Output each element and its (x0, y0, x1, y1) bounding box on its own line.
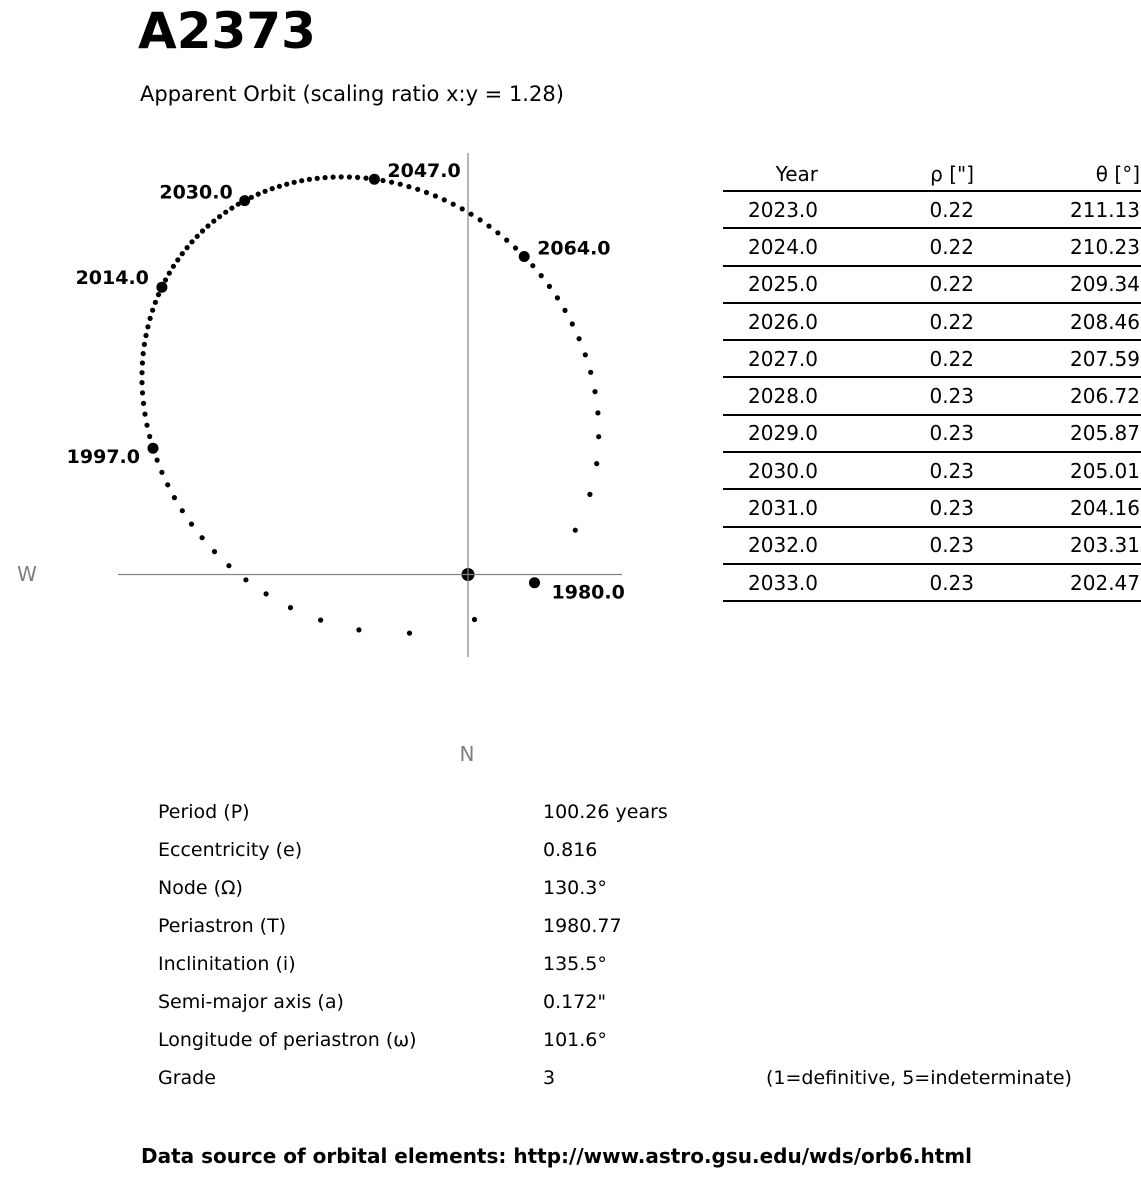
epoch-label: 1997.0 (66, 446, 140, 469)
orbit-year-dot (243, 577, 248, 582)
orbital-element-value: 0.816 (543, 839, 598, 861)
orbit-year-dot (539, 273, 544, 278)
orbit-year-dot (288, 605, 293, 610)
theta-cell: 208.46 (980, 303, 1141, 340)
orbit-year-dot (277, 184, 282, 189)
orbital-element-label: Semi-major axis (a) (158, 991, 344, 1013)
orbit-year-dot (223, 210, 228, 215)
orbit-year-dot (284, 182, 289, 187)
orbit-year-dot (141, 401, 146, 406)
orbit-year-dot (200, 228, 205, 233)
north-axis-label: N (459, 742, 475, 766)
table-row (723, 527, 1141, 564)
theta-cell: 205.01 (980, 452, 1141, 489)
orbit-year-dot (347, 174, 352, 179)
orbit-year-dot (180, 251, 185, 256)
orbit-year-dot (270, 186, 275, 191)
orbit-year-dot (577, 336, 582, 341)
year-cell: 2023.0 (723, 191, 826, 228)
orbit-year-dot (292, 180, 297, 185)
orbit-year-dot (143, 333, 148, 338)
orbital-element-row (0, 800, 1141, 824)
orbit-year-dot (355, 175, 360, 180)
orbital-element-row (0, 990, 1141, 1014)
orbit-year-dot (148, 316, 153, 321)
table-row (723, 489, 1141, 526)
year-cell: 2032.0 (723, 527, 826, 564)
rho-cell: 0.23 (826, 564, 980, 601)
orbit-year-dot (587, 492, 592, 497)
orbit-year-dot (205, 223, 210, 228)
table-row (723, 228, 1141, 265)
orbit-year-dot (180, 508, 185, 513)
orbit-year-dot (318, 618, 323, 623)
ephemeris-col-header: Year (723, 157, 826, 191)
orbit-year-dot (211, 219, 216, 224)
year-cell: 2028.0 (723, 377, 826, 414)
orbit-year-dot (596, 434, 601, 439)
rho-cell: 0.23 (826, 377, 980, 414)
orbital-element-label: Period (P) (158, 801, 250, 823)
orbit-year-dot (323, 175, 328, 180)
table-row (723, 303, 1141, 340)
theta-cell: 207.59 (980, 340, 1141, 377)
rho-cell: 0.23 (826, 489, 980, 526)
orbital-element-value: 0.172" (543, 991, 607, 1013)
epoch-label: 2030.0 (159, 181, 233, 204)
orbit-year-dot (155, 458, 160, 463)
year-cell: 2025.0 (723, 266, 826, 303)
orbit-year-dot (570, 321, 575, 326)
data-source-footer: Data source of orbital elements: http://www.astro.gsu.edu/wds/orb6.html (141, 1144, 972, 1168)
orbit-year-dot (139, 370, 144, 375)
orbital-element-label: Node (Ω) (158, 877, 243, 899)
epoch-dot (156, 282, 167, 293)
orbit-year-dot (171, 264, 176, 269)
orbit-year-dot (256, 192, 261, 197)
ephemeris-table-header-row (723, 157, 1141, 191)
table-row (723, 340, 1141, 377)
orbit-year-dot (142, 412, 147, 417)
orbital-element-label: Grade (158, 1067, 216, 1089)
page-title: A2373 (138, 2, 316, 60)
orbit-year-dot (163, 277, 168, 282)
orbit-year-dot (172, 495, 177, 500)
theta-cell: 210.23 (980, 228, 1141, 265)
rho-cell: 0.23 (826, 415, 980, 452)
orbit-year-dot (229, 206, 234, 211)
orbit-year-dot (185, 245, 190, 250)
orbit-year-dot (562, 308, 567, 313)
orbit-year-dot (530, 263, 535, 268)
orbit-year-dot (424, 190, 429, 195)
orbital-element-value: 1980.77 (543, 915, 622, 937)
epoch-dot (529, 577, 540, 588)
year-cell: 2033.0 (723, 564, 826, 601)
epoch-label: 2064.0 (537, 237, 611, 260)
orbital-element-row (0, 1066, 1141, 1090)
orbit-year-dot (156, 292, 161, 297)
ephemeris-table (723, 157, 1141, 602)
orbit-year-dot (175, 257, 180, 262)
orbit-year-dot (433, 193, 438, 198)
orbital-element-row (0, 1028, 1141, 1052)
orbit-year-dot (594, 461, 599, 466)
orbit-year-dot (460, 206, 465, 211)
orbital-element-label: Inclinitation (i) (158, 953, 296, 975)
orbit-year-dot (472, 617, 477, 622)
rho-cell: 0.22 (826, 266, 980, 303)
orbital-element-value: 101.6° (543, 1029, 607, 1051)
orbit-year-dot (217, 214, 222, 219)
epoch-dot (519, 251, 530, 262)
orbital-element-row (0, 876, 1141, 900)
orbit-year-dot (588, 370, 593, 375)
orbit-year-dot (478, 217, 483, 222)
orbit-year-dot (407, 631, 412, 636)
orbit-year-dot (307, 177, 312, 182)
table-row (723, 415, 1141, 452)
rho-cell: 0.22 (826, 340, 980, 377)
orbit-year-dot (486, 224, 491, 229)
theta-cell: 211.13 (980, 191, 1141, 228)
ephemeris-col-header: ρ ["] (826, 157, 980, 191)
epoch-label: 2047.0 (387, 160, 461, 183)
orbit-year-dot (140, 390, 145, 395)
rho-cell: 0.23 (826, 452, 980, 489)
epoch-dot (239, 195, 250, 206)
orbital-element-value: 130.3° (543, 877, 607, 899)
grade-scale-note: (1=definitive, 5=indeterminate) (766, 1067, 1072, 1089)
year-cell: 2027.0 (723, 340, 826, 377)
orbit-year-dot (442, 197, 447, 202)
epoch-label: 2014.0 (75, 267, 149, 290)
orbital-element-value: 135.5° (543, 953, 607, 975)
ephemeris-col-header: θ [°] (980, 157, 1141, 191)
orbit-year-dot (189, 522, 194, 527)
orbit-year-dot (140, 360, 145, 365)
orbit-year-dot (141, 351, 146, 356)
page-subtitle: Apparent Orbit (scaling ratio x:y = 1.28) (140, 82, 564, 106)
table-row (723, 564, 1141, 601)
theta-cell: 202.47 (980, 564, 1141, 601)
orbit-year-dot (145, 324, 150, 329)
orbit-year-dot (592, 389, 597, 394)
orbit-year-dot (331, 175, 336, 180)
table-row (723, 377, 1141, 414)
year-cell: 2029.0 (723, 415, 826, 452)
epoch-dot (369, 174, 380, 185)
orbit-year-dot (595, 410, 600, 415)
orbit-year-dot (573, 528, 578, 533)
year-cell: 2031.0 (723, 489, 826, 526)
orbit-year-dot (200, 535, 205, 540)
orbit-year-dot (469, 212, 474, 217)
orbital-element-value: 3 (543, 1067, 556, 1089)
table-row (723, 191, 1141, 228)
theta-cell: 203.31 (980, 527, 1141, 564)
epoch-label: 1980.0 (551, 581, 625, 604)
year-cell: 2024.0 (723, 228, 826, 265)
orbit-year-dot (142, 342, 147, 347)
theta-cell: 204.16 (980, 489, 1141, 526)
orbit-year-dot (555, 295, 560, 300)
orbit-year-dot (263, 189, 268, 194)
rho-cell: 0.23 (826, 527, 980, 564)
orbit-year-dot (189, 239, 194, 244)
orbit-year-dot (139, 380, 144, 385)
epoch-dot (148, 443, 159, 454)
orbit-year-dot (212, 549, 217, 554)
orbit-year-dot (315, 176, 320, 181)
orbit-year-dot (165, 482, 170, 487)
orbit-year-dot (195, 234, 200, 239)
orbit-year-dot (415, 187, 420, 192)
orbit-year-dot (264, 591, 269, 596)
table-row (723, 452, 1141, 489)
orbital-element-value: 100.26 years (543, 801, 668, 823)
orbit-year-dot (167, 271, 172, 276)
orbit-year-dot (495, 230, 500, 235)
orbital-element-row (0, 838, 1141, 862)
orbit-year-dot (150, 308, 155, 313)
orbit-year-dot (226, 563, 231, 568)
orbit-year-dot (299, 178, 304, 183)
table-row (723, 266, 1141, 303)
orbital-element-label: Periastron (T) (158, 915, 287, 937)
orbit-year-dot (398, 182, 403, 187)
year-cell: 2030.0 (723, 452, 826, 489)
rho-cell: 0.22 (826, 228, 980, 265)
rho-cell: 0.22 (826, 191, 980, 228)
orbit-year-dot (356, 627, 361, 632)
theta-cell: 205.87 (980, 415, 1141, 452)
year-cell: 2026.0 (723, 303, 826, 340)
orbit-year-dot (380, 178, 385, 183)
orbit-year-dot (583, 352, 588, 357)
orbit-year-dot (513, 245, 518, 250)
orbit-year-dot (451, 202, 456, 207)
orbit-year-dot (363, 176, 368, 181)
orbit-year-dot (159, 470, 164, 475)
orbital-element-label: Eccentricity (e) (158, 839, 303, 861)
orbit-year-dot (339, 174, 344, 179)
west-axis-label: W (17, 562, 37, 586)
orbit-year-dot (547, 284, 552, 289)
orbital-element-row (0, 952, 1141, 976)
orbit-year-dot (504, 238, 509, 243)
orbit-year-dot (153, 300, 158, 305)
orbital-element-row (0, 914, 1141, 938)
orbit-year-dot (144, 423, 149, 428)
rho-cell: 0.22 (826, 303, 980, 340)
orbital-element-label: Longitude of periastron (ω) (158, 1029, 417, 1051)
theta-cell: 209.34 (980, 266, 1141, 303)
orbit-year-dot (406, 184, 411, 189)
theta-cell: 206.72 (980, 377, 1141, 414)
orbit-year-dot (147, 434, 152, 439)
